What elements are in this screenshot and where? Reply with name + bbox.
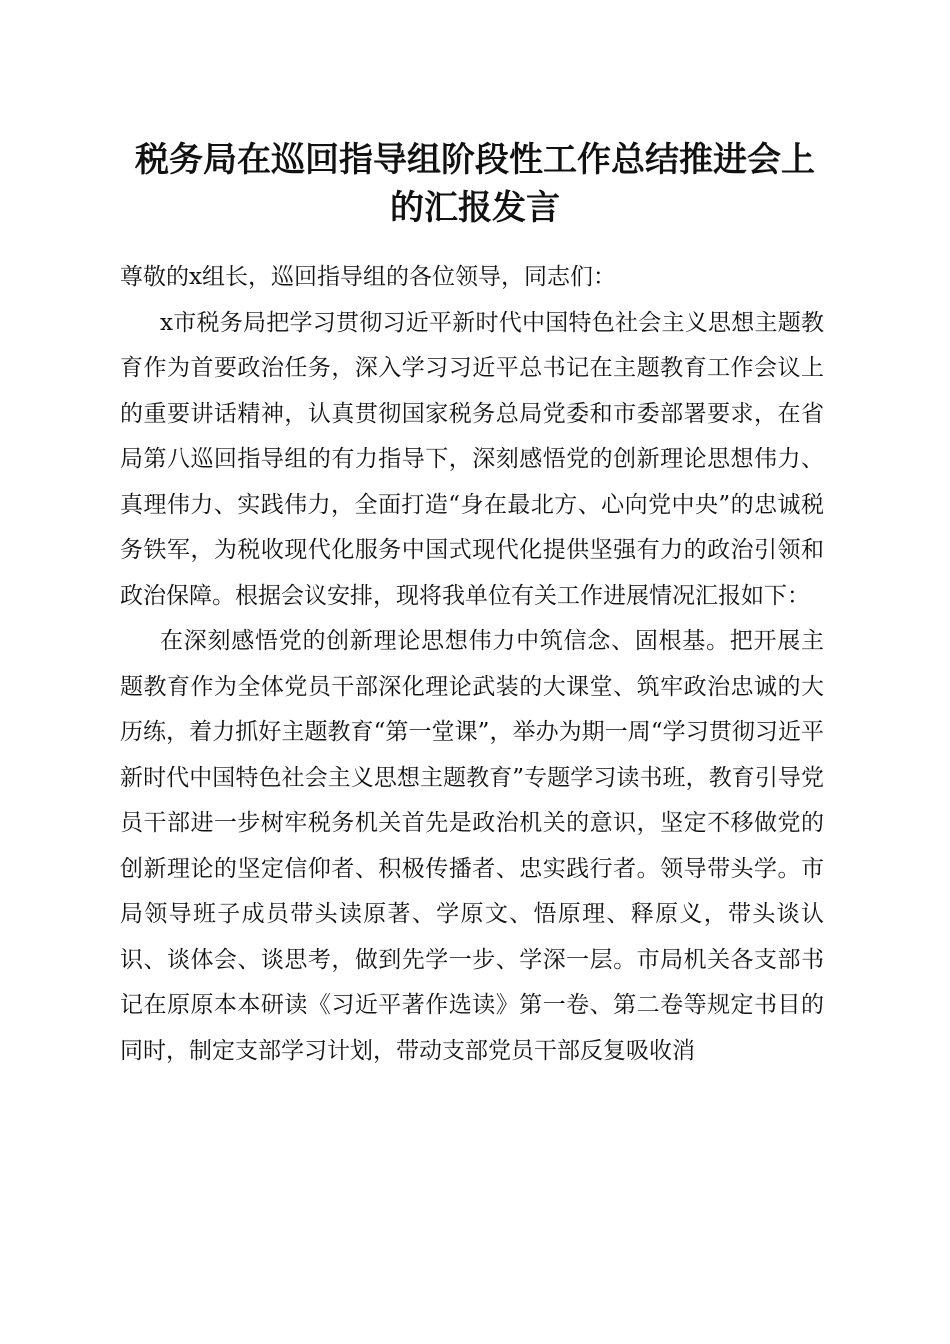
paragraph-theory: 在深刻感悟党的创新理论思想伟力中筑信念、固根基。把开展主题教育作为全体党员干部深化理论武装的大课堂、筑牢政治忠诚的大历练，着力抓好主题教育“第一堂课”，举办为期一周“学习贯彻习近平新时代中国特色社会主义思想主题教育”专题学习读书班，教育引导党员干部进一步树牢税务机关首先是政治机关的意识，坚定不移做党的创新理论的坚定信仰者、积极传播者、忠实践行者。领导带头学。市局领导班子成员带头读原著、学原文、悟原理、释原义，带头谈认识、谈体会、谈思考，做到先学一步、学深一层。市局机关各支部书记在原原本本研读《习近平著作选读》第一卷、第二卷等规定书目的同时，制定支部学习计划，带动支部党员干部反复吸收消 — [120, 628, 824, 1064]
paragraph-intro: x市税务局把学习贯彻习近平新时代中国特色社会主义思想主题教育作为首要政治任务，深入学习习近平总书记在主题教育工作会议上的重要讲话精神，认真贯彻国家税务总局党委和市委部署要求，在省局第八巡回指导组的有力指导下，深刻感悟党的创新理论思想伟力、真理伟力、实践伟力，全面打造“身在最北方、心向党中央”的忠诚税务铁军，为税收现代化服务中国式现代化提供坚强有力的政治引领和政治保障。根据会议安排，现将我单位有关工作进展情况汇报如下： — [120, 309, 824, 609]
title-line-1: 税务局在巡回指导组阶段性工作总结推进会上 — [135, 140, 815, 180]
document-title — [100, 136, 850, 232]
title-line-2: 的汇报发言 — [390, 188, 560, 228]
salutation: 尊敬的x组长，巡回指导组的各位领导，同志们： — [120, 264, 616, 290]
document-body — [120, 255, 824, 1074]
